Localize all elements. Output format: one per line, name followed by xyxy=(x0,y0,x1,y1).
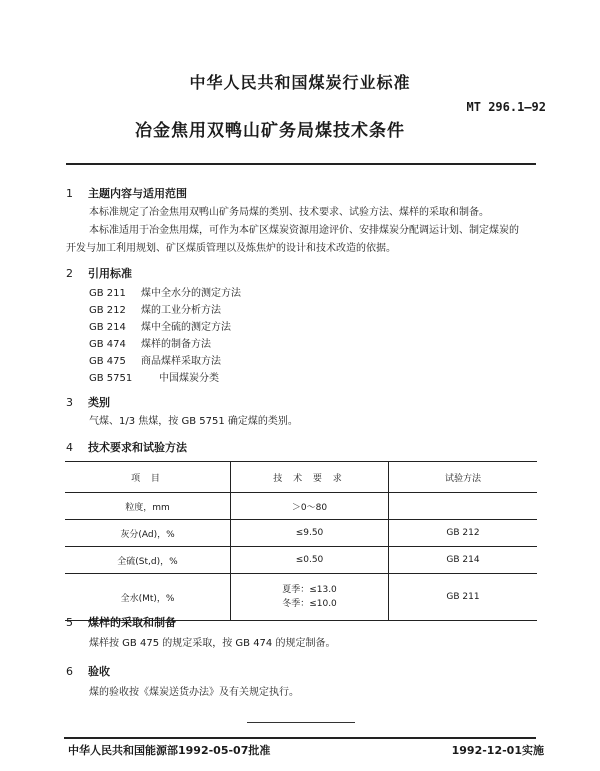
section-6-heading xyxy=(66,663,110,679)
reference-item xyxy=(89,370,241,387)
technical-requirements-table xyxy=(65,461,537,621)
reference-item xyxy=(89,302,241,319)
reference-code: GB 214 xyxy=(89,322,126,333)
reference-name: 中国煤炭分类 xyxy=(159,373,219,384)
column-header-requirement: 技 术 要 求 xyxy=(231,462,389,493)
reference-name: 煤中全硫的测定方法 xyxy=(141,322,231,333)
reference-code: GB 5751 xyxy=(89,373,133,384)
section-3-paragraph: 气煤、1/3 焦煤，按 GB 5751 确定煤的类别。 xyxy=(89,416,298,427)
section-4-title: 技术要求和试验方法 xyxy=(88,441,187,454)
reference-name: 商品煤样采取方法 xyxy=(141,356,221,367)
section-3-title: 类别 xyxy=(88,396,110,409)
end-divider xyxy=(247,722,355,723)
reference-item xyxy=(89,353,241,370)
section-5-paragraph: 煤样按 GB 475 的规定采取，按 GB 474 的规定制备。 xyxy=(89,638,336,649)
cell-item: 全硫(St,d)，% xyxy=(65,547,231,574)
cell-test-method: GB 211 xyxy=(389,574,538,621)
section-2-title: 引用标准 xyxy=(88,267,132,280)
section-6-number: 6 xyxy=(66,665,73,678)
section-6-paragraph: 煤的验收按《煤炭送货办法》及有关规定执行。 xyxy=(89,687,299,698)
section-6-title: 验收 xyxy=(88,665,110,678)
section-3-heading xyxy=(66,394,110,410)
cell-requirement: ＞0～80 xyxy=(231,493,389,520)
implementation-date: 1992-12-01实施 xyxy=(451,744,544,757)
section-4-heading xyxy=(66,439,187,455)
winter-requirement: 冬季：≤10.0 xyxy=(282,599,337,609)
cell-requirement: ≤9.50 xyxy=(231,520,389,547)
column-header-test-method: 试验方法 xyxy=(389,462,538,493)
section-4-number: 4 xyxy=(66,441,73,454)
cell-test-method: GB 212 xyxy=(389,520,538,547)
standard-number: MT 296.1—92 xyxy=(466,100,546,114)
reference-item xyxy=(89,285,241,302)
cell-requirement xyxy=(231,574,389,621)
section-1-number: 1 xyxy=(66,187,73,200)
section-1-paragraph-2-line-1: 本标准适用于冶金焦用煤，可作为本矿区煤炭资源用途评价、安排煤炭分配调运计划、制定煤炭的 xyxy=(89,225,519,236)
table-header-row xyxy=(65,462,537,493)
section-5-heading xyxy=(66,614,176,630)
section-2-heading xyxy=(66,265,132,281)
reference-name: 煤的工业分析方法 xyxy=(141,305,221,316)
reference-item xyxy=(89,319,241,336)
reference-item xyxy=(89,336,241,353)
cell-requirement: ≤0.50 xyxy=(231,547,389,574)
title-divider xyxy=(66,163,536,165)
section-1-heading xyxy=(66,185,187,201)
table-row xyxy=(65,493,537,520)
cell-item: 灰分(Ad)，% xyxy=(65,520,231,547)
document-title: 冶金焦用双鸭山矿务局煤技术条件 xyxy=(135,121,405,141)
table-row xyxy=(65,520,537,547)
section-5-title: 煤样的采取和制备 xyxy=(88,616,176,629)
section-1-paragraph-2-line-2: 开发与加工利用规划、矿区煤质管理以及炼焦炉的设计和技术改造的依据。 xyxy=(66,243,396,254)
section-5-number: 5 xyxy=(66,616,73,629)
section-1-paragraph-1: 本标准规定了冶金焦用双鸭山矿务局煤的类别、技术要求、试验方法、煤样的采取和制备。 xyxy=(89,207,489,218)
reference-name: 煤中全水分的测定方法 xyxy=(141,288,241,299)
reference-code: GB 212 xyxy=(89,305,126,316)
summer-requirement: 夏季：≤13.0 xyxy=(282,585,337,595)
reference-list xyxy=(89,285,241,387)
section-1-title: 主题内容与适用范围 xyxy=(88,187,187,200)
footer-divider xyxy=(64,737,536,739)
cell-test-method: GB 214 xyxy=(389,547,538,574)
reference-code: GB 211 xyxy=(89,288,126,299)
table-row xyxy=(65,547,537,574)
reference-name: 煤样的制备方法 xyxy=(141,339,211,350)
reference-code: GB 475 xyxy=(89,356,126,367)
column-header-item: 项 目 xyxy=(65,462,231,493)
cell-item: 粒度，mm xyxy=(65,493,231,520)
cell-test-method xyxy=(389,493,538,520)
issuing-body-title: 中华人民共和国煤炭行业标准 xyxy=(189,73,411,92)
section-2-number: 2 xyxy=(66,267,73,280)
reference-code: GB 474 xyxy=(89,339,126,350)
approval-statement: 中华人民共和国能源部1992-05-07批准 xyxy=(68,744,271,757)
cell-item: 全水(Mt)，% xyxy=(65,574,231,621)
section-3-number: 3 xyxy=(66,396,73,409)
